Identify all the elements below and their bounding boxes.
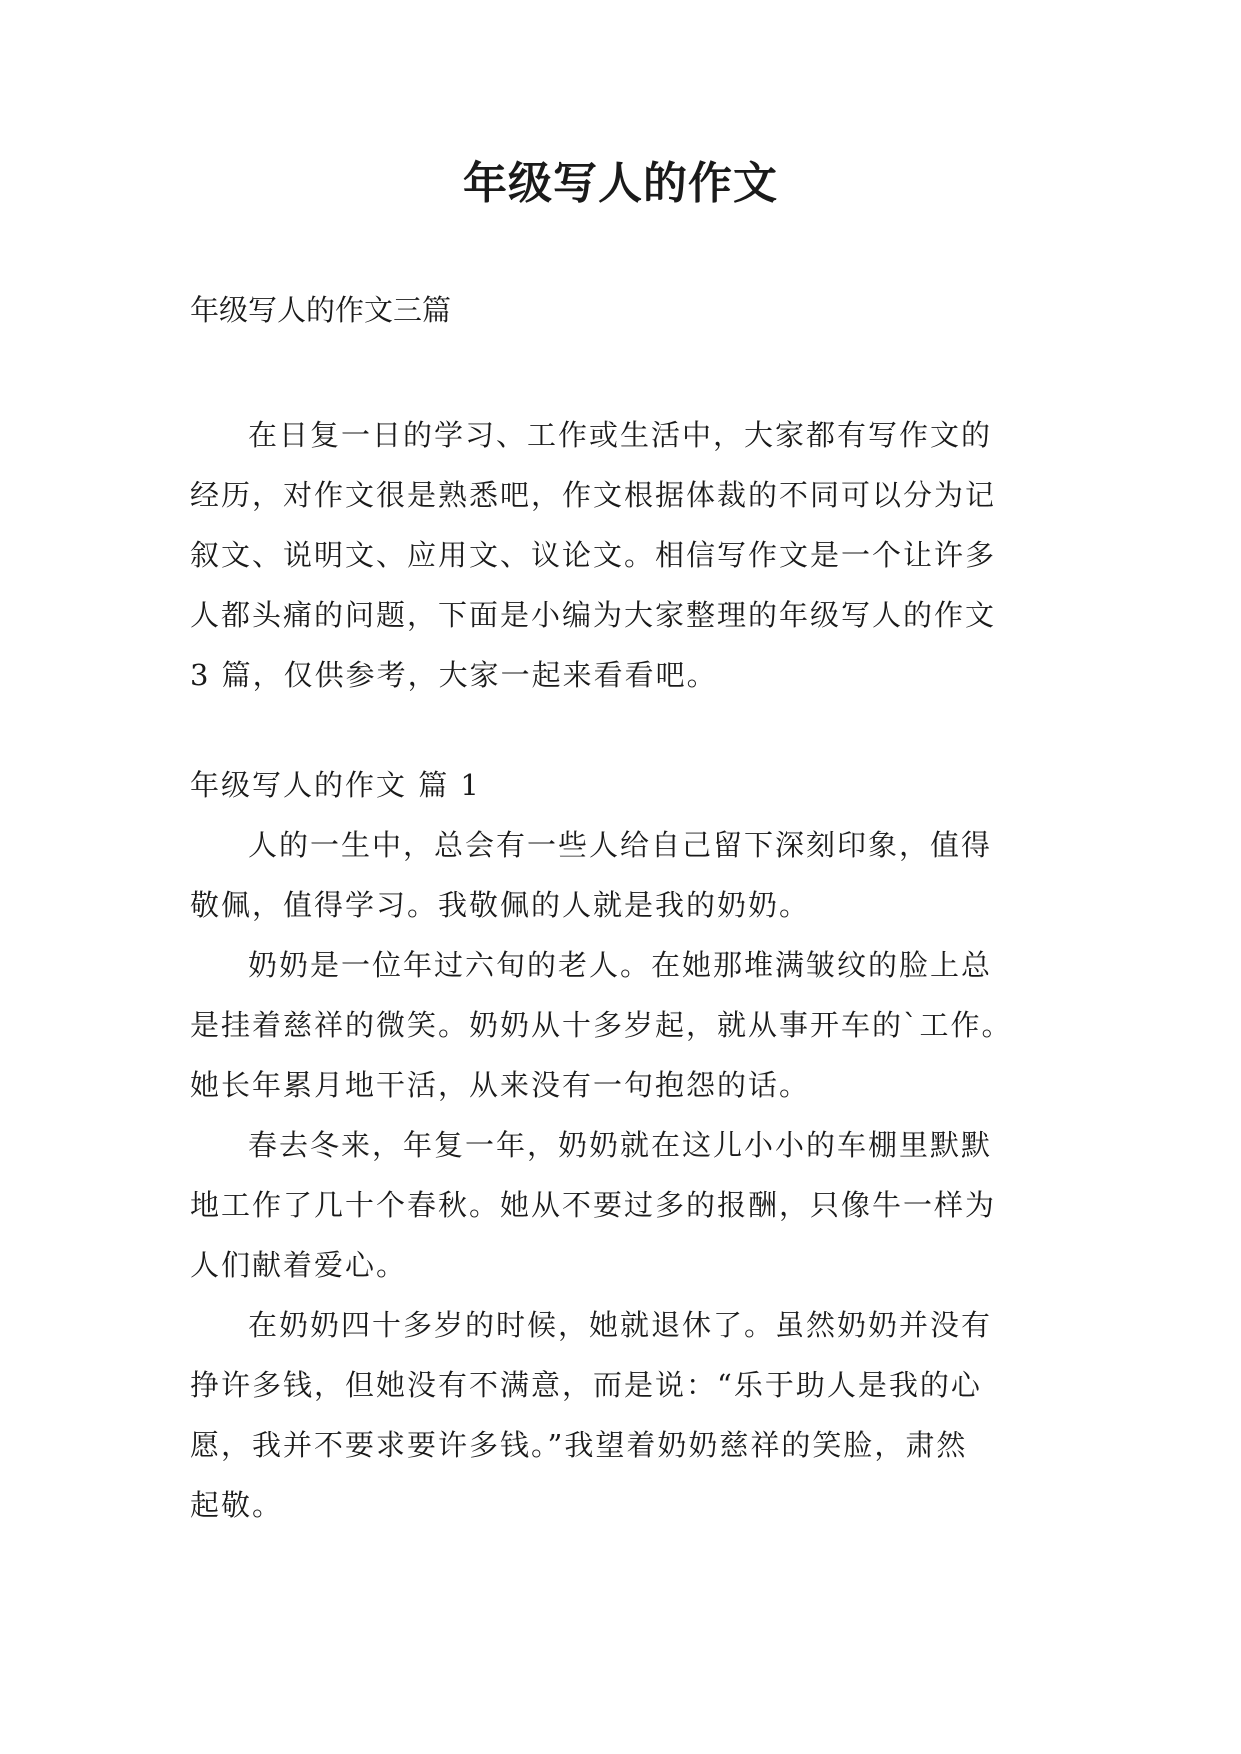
text-line: 经历，对作文很是熟悉吧，作文根据体裁的不同可以分为记 xyxy=(190,478,997,512)
essay-section xyxy=(190,755,1060,1535)
text-line: 敬佩，值得学习。我敬佩的人就是我的奶奶。 xyxy=(190,888,811,922)
text-line: 愿，我并不要求要许多钱。”我望着奶奶慈祥的笑脸，肃然 xyxy=(190,1428,968,1462)
text-line: 3 篇，仅供参考，大家一起来看看吧。 xyxy=(190,658,718,692)
text-line: 地工作了几十个春秋。她从不要过多的报酬，只像牛一样为 xyxy=(190,1188,997,1222)
text-line: 人都头痛的问题，下面是小编为大家整理的年级写人的作文 xyxy=(190,598,997,632)
text-line: 在奶奶四十多岁的时候，她就退休了。虽然奶奶并没有 xyxy=(248,1308,993,1342)
intro-paragraph xyxy=(190,405,1060,705)
essay-paragraph xyxy=(190,815,1060,935)
text-line: 奶奶是一位年过六旬的老人。在她那堆满皱纹的脸上总 xyxy=(248,948,993,982)
text-line: 她长年累月地干活，从来没有一句抱怨的话。 xyxy=(190,1068,811,1102)
intro-section xyxy=(190,405,1060,705)
text-line: 人的一生中，总会有一些人给自己留下深刻印象，值得 xyxy=(248,828,993,862)
essay-heading: 年级写人的作文 篇 1 xyxy=(190,768,481,802)
document-subtitle: 年级写人的作文三篇 xyxy=(190,293,452,327)
essay-paragraph xyxy=(190,1115,1060,1295)
document-title: 年级写人的作文 xyxy=(463,158,778,209)
essay-paragraph xyxy=(190,1295,1060,1535)
text-line: 叙文、说明文、应用文、议论文。相信写作文是一个让许多 xyxy=(190,538,997,572)
essay-paragraph xyxy=(190,935,1060,1115)
text-line: 挣许多钱，但她没有不满意，而是说：“乐于助人是我的心 xyxy=(190,1368,982,1402)
text-line: 在日复一日的学习、工作或生活中，大家都有写作文的 xyxy=(248,418,993,452)
text-line: 人们献着爱心。 xyxy=(190,1248,408,1282)
text-line: 是挂着慈祥的微笑。奶奶从十多岁起，就从事开车的`工作。 xyxy=(190,1008,1013,1042)
text-line: 起敬。 xyxy=(190,1488,284,1522)
text-line: 春去冬来，年复一年，奶奶就在这儿小小的车棚里默默 xyxy=(248,1128,993,1162)
